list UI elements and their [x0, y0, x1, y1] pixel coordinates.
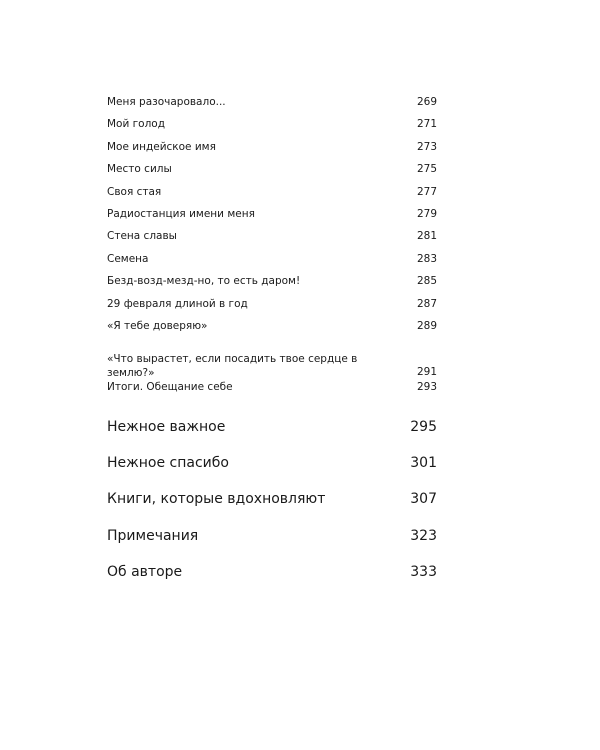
toc-chapter-title: Нежное важное — [107, 419, 226, 435]
toc-entry-title: Место силы — [107, 163, 172, 176]
toc-entry[interactable] — [107, 341, 437, 380]
toc-entry-title: «Что вырастет, если посадить твое сердце в землю?» — [107, 353, 358, 380]
toc-subsections — [107, 95, 437, 403]
toc-entry-page: 283 — [416, 252, 437, 265]
toc-chapter-title: Нежное спасибо — [107, 455, 229, 472]
toc-entry[interactable] — [107, 380, 437, 402]
toc-entry-title: Мое индейское имя — [107, 140, 216, 153]
toc-entry-page: 291 — [416, 366, 437, 379]
toc-chapter-page: 323 — [410, 527, 437, 544]
toc-entry[interactable] — [107, 207, 437, 229]
toc-chapter-entry[interactable] — [107, 454, 437, 490]
toc-entry-title: Меня разочаровало... — [107, 96, 226, 108]
toc-entry-title: Стена славы — [107, 230, 177, 243]
toc-entry[interactable] — [107, 274, 437, 296]
toc-entry-page: 289 — [416, 319, 437, 332]
toc-chapter-entry[interactable] — [107, 490, 437, 526]
toc-entry[interactable] — [107, 162, 437, 184]
toc-entry-title: 29 февраля длиной в год — [107, 297, 248, 310]
toc-entry-title: Радиостанция имени меня — [107, 207, 255, 220]
toc-entry-page: 271 — [416, 118, 437, 131]
toc-entry-page: 293 — [416, 381, 437, 394]
toc-chapter-title: Примечания — [107, 527, 199, 544]
toc-entry-page: 287 — [416, 297, 437, 310]
toc-entry[interactable] — [107, 95, 437, 117]
toc-chapter-entry[interactable] — [107, 527, 437, 563]
toc-chapters — [107, 418, 437, 599]
toc-entry-page: 281 — [416, 230, 437, 243]
toc-chapter-title: Об авторе — [107, 563, 183, 580]
toc-entry[interactable] — [107, 297, 437, 319]
toc-entry[interactable] — [107, 252, 437, 274]
toc-entry[interactable] — [107, 319, 437, 341]
toc-entry-page: 277 — [416, 185, 437, 198]
toc-entry-title: «Я тебе доверяю» — [107, 319, 208, 332]
toc-entry-page: 285 — [416, 275, 437, 288]
toc-entry-page: 275 — [416, 163, 437, 176]
toc-entry-title: Своя стая — [107, 185, 162, 198]
toc-chapter-entry[interactable] — [107, 563, 437, 599]
toc-entry-page: 279 — [416, 207, 437, 220]
toc-chapter-page: 295 — [410, 419, 437, 435]
toc-chapter-page: 333 — [410, 563, 437, 580]
toc-chapter-title: Книги, которые вдохновляют — [107, 491, 326, 508]
toc-entry-page: 269 — [416, 96, 437, 108]
toc-entry[interactable] — [107, 229, 437, 251]
toc-entry-title: Итоги. Обещание себе — [107, 381, 233, 394]
toc-entry-title: Семена — [107, 252, 149, 265]
toc-entry-title: Безд-возд-мезд-но, то есть даром! — [107, 275, 301, 288]
toc-entry[interactable] — [107, 140, 437, 162]
toc-chapter-page: 301 — [410, 455, 437, 472]
toc-entry[interactable] — [107, 117, 437, 139]
toc-chapter-page: 307 — [410, 491, 437, 508]
toc-chapter-entry[interactable] — [107, 418, 437, 454]
toc-entry[interactable] — [107, 185, 437, 207]
toc-entry-title: Мой голод — [107, 118, 165, 131]
toc-entry-page: 273 — [416, 140, 437, 153]
